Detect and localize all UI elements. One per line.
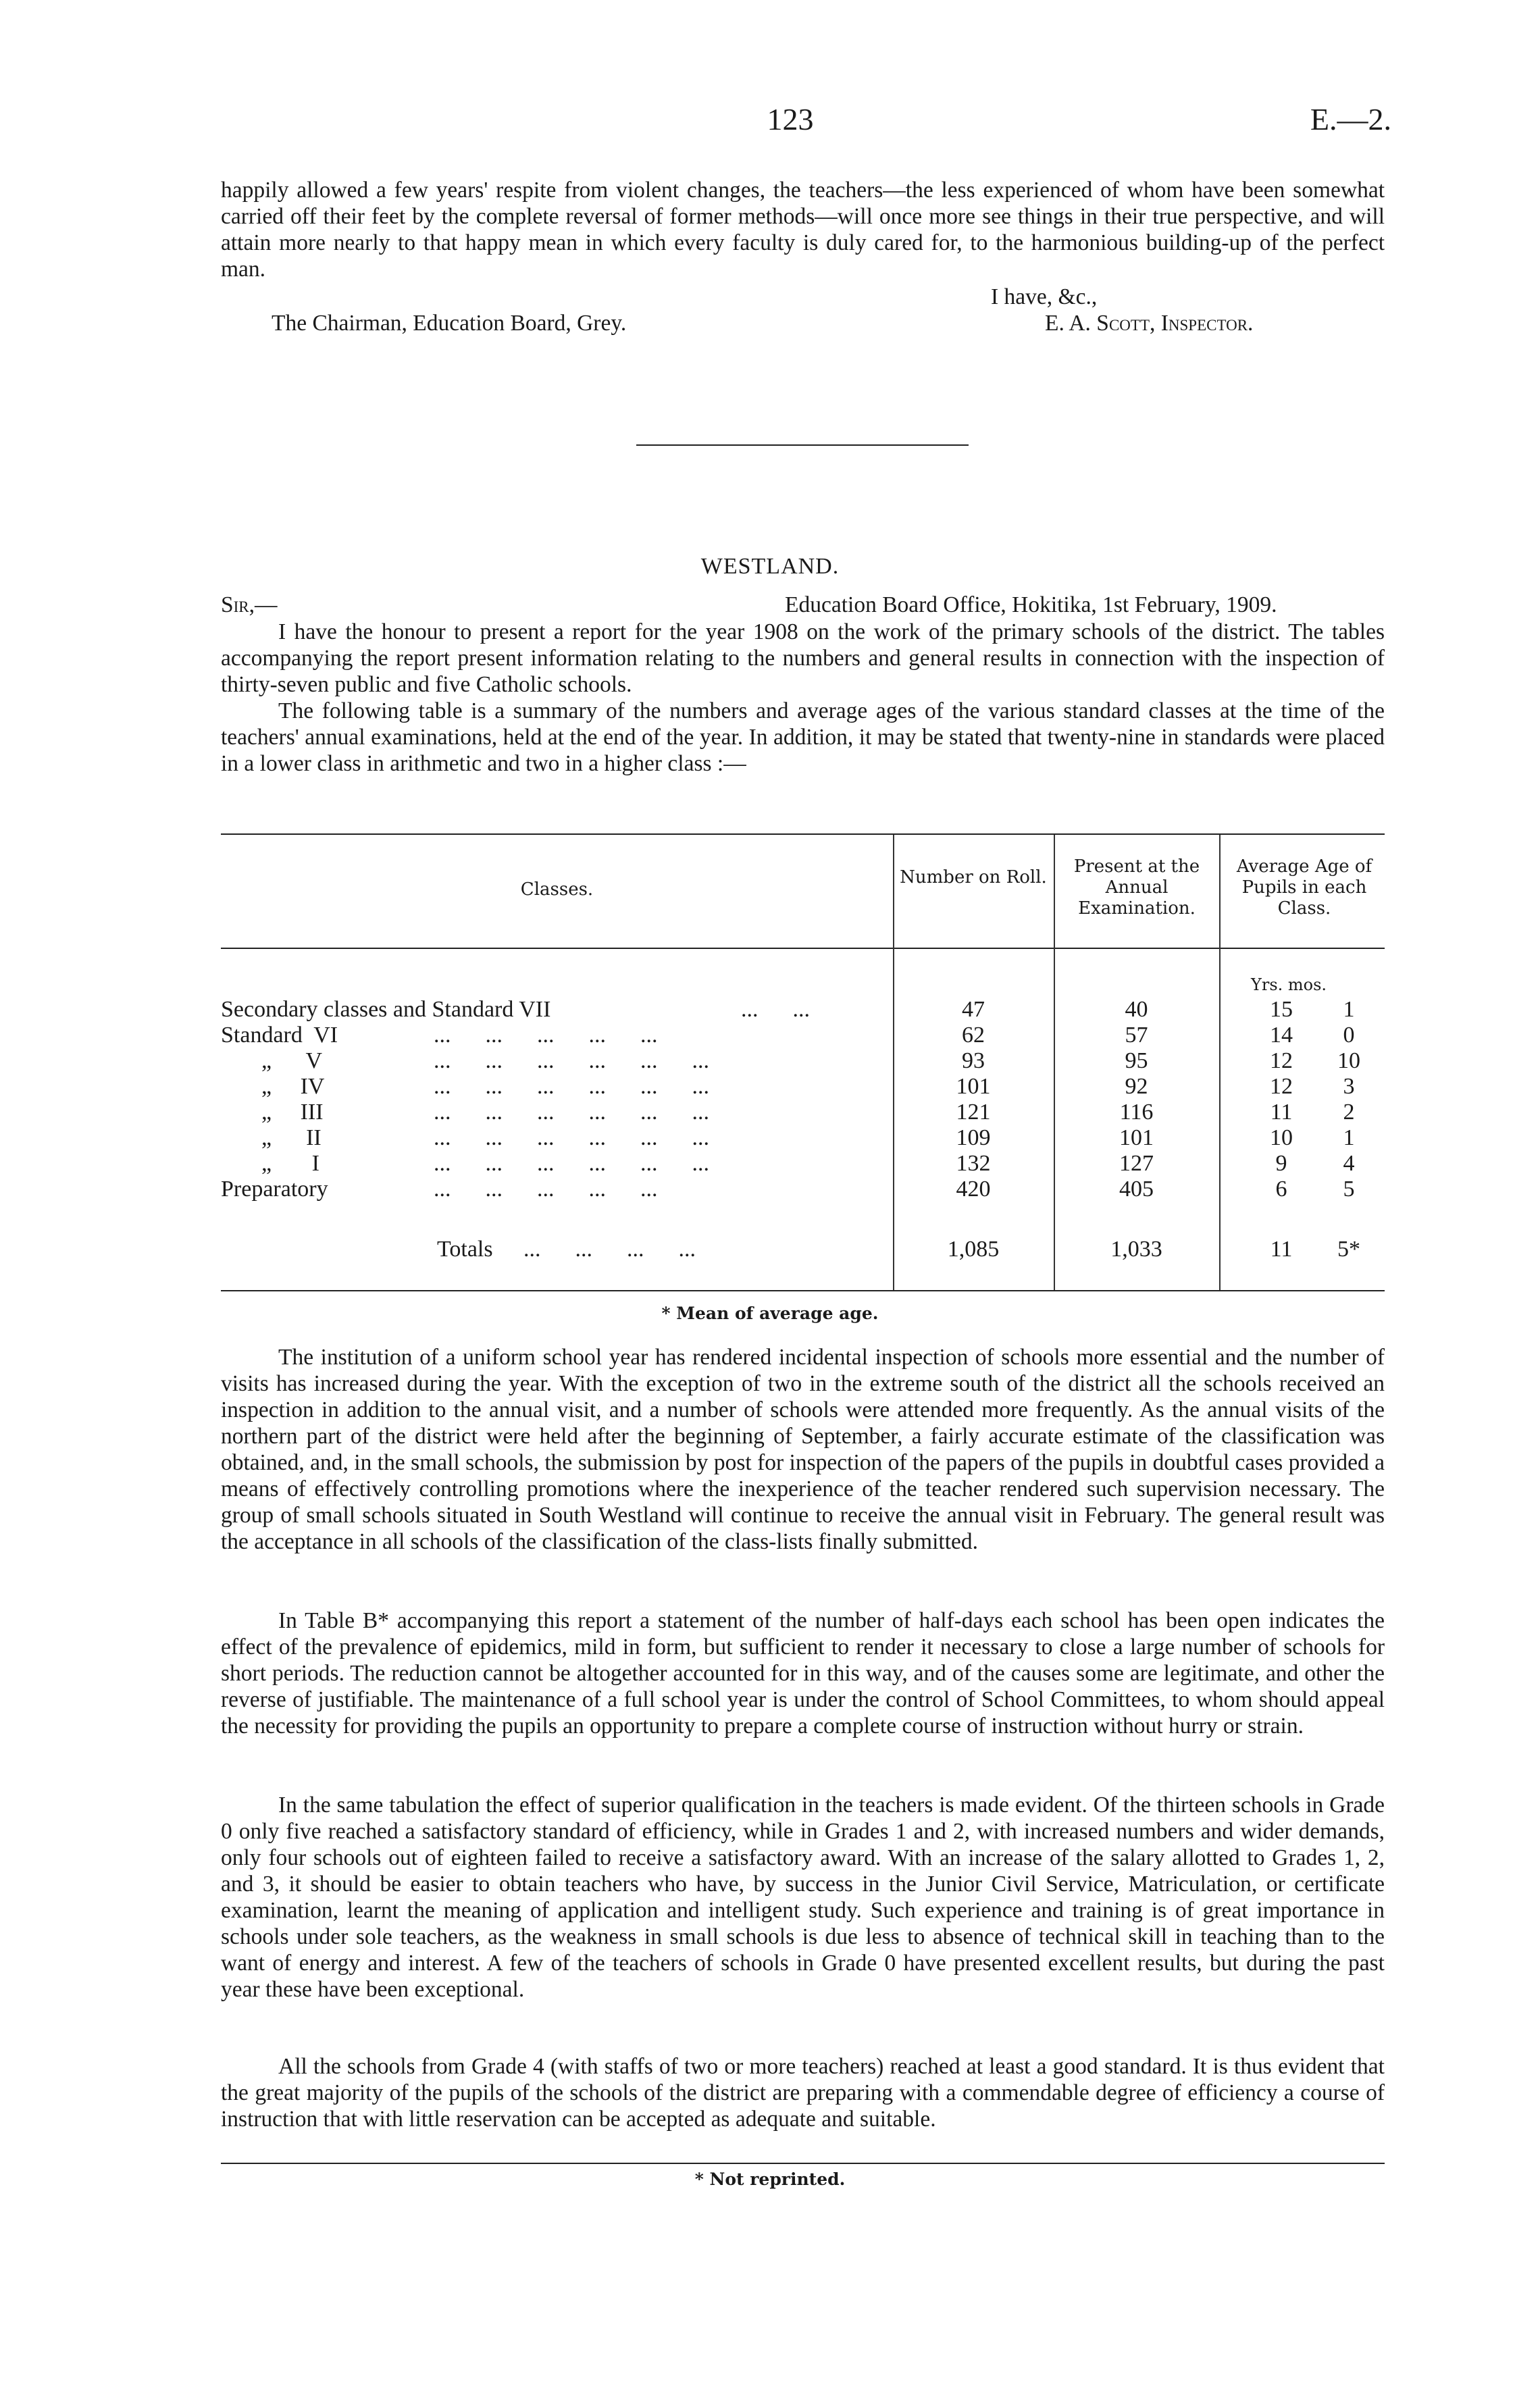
page-number: 123 [767, 102, 814, 136]
row-years: 11 [1270, 1100, 1293, 1125]
row-roll: 109 [956, 1125, 991, 1150]
totals-roll: 1,085 [947, 1237, 1000, 1262]
totals-present: 1,033 [1110, 1237, 1162, 1262]
row-roll: 93 [962, 1048, 985, 1073]
row-months: 5 [1343, 1177, 1355, 1202]
row-years: 15 [1270, 997, 1293, 1022]
row-roll: 62 [962, 1023, 985, 1048]
intro-paragraph: I have the honour to present a report for the year 1908 on the work of the primary schools of the district. The tables accompanying the report present information relating to the numbers and general results in connection with the inspection of thirty-seven public and five Catholic schools. [221, 619, 1385, 697]
section-title: WESTLAND. [700, 554, 840, 579]
row-roll: 47 [962, 997, 985, 1022]
row-label: Secondary classes and Standard VII [221, 997, 551, 1022]
row-label: „ V [261, 1048, 323, 1073]
row-years: 9 [1275, 1151, 1287, 1176]
age-units-label: Yrs. mos. [1251, 975, 1327, 994]
column-header-age: Average Age of Pupils in each Class. [1236, 856, 1372, 919]
row-present: 127 [1119, 1151, 1154, 1176]
row-label: „ II [261, 1125, 322, 1150]
footnote-rule [221, 2163, 1385, 2164]
grey-closing-paragraph: happily allowed a few years' respite from violent changes, the teachers—the less experienced of whom have been somewhat carried off their feet by the complete reversal of former methods—will once more see things in their true perspective, and will attain more nearly to that happy mean in which every faculty is duly cared for, to the harmonious building-up of the perfect man. [221, 178, 1385, 282]
column-header-present: Present at the Annual Examination. [1073, 856, 1200, 919]
row-leader-dots: ... ... ... ... ... [434, 1177, 658, 1202]
row-present: 405 [1119, 1177, 1154, 1202]
row-months: 2 [1343, 1100, 1355, 1125]
row-months: 10 [1337, 1048, 1360, 1073]
table-row [221, 1100, 1385, 1127]
row-label: Standard VI [221, 1023, 338, 1048]
row-present: 92 [1125, 1074, 1148, 1099]
row-leader-dots: ... ... ... ... ... ... [434, 1074, 709, 1099]
addressee: The Chairman, Education Board, Grey. [272, 311, 627, 336]
table-row [221, 1151, 1385, 1178]
totals-label: Totals [437, 1237, 493, 1262]
row-months: 0 [1343, 1023, 1355, 1048]
row-present: 101 [1119, 1125, 1154, 1150]
table-row [221, 1177, 1385, 1204]
inspector-signature: E. A. Scott, Inspector. [1045, 311, 1254, 336]
row-label: „ I [261, 1151, 319, 1176]
table-footnote: * Mean of average age. [661, 1304, 879, 1323]
totals-leader-dots: ... ... ... ... [523, 1237, 696, 1262]
row-leader-dots: ... ... ... ... ... ... [434, 1151, 709, 1176]
row-years: 10 [1270, 1125, 1293, 1150]
row-leader-dots: ... ... [741, 997, 810, 1022]
table-intro-paragraph: The following table is a summary of the numbers and average ages of the various standard classes at the time of the teachers' annual examinations, held at the end of the year. In addition, it may be stated that twenty-nine in standards were placed in a lower class in arithmetic and two in a higher class :— [221, 698, 1385, 776]
row-leader-dots: ... ... ... ... ... [434, 1023, 658, 1048]
row-leader-dots: ... ... ... ... ... ... [434, 1048, 709, 1073]
page-footnote: * Not reprinted. [694, 2169, 846, 2189]
row-months: 1 [1343, 1125, 1355, 1150]
row-present: 57 [1125, 1023, 1148, 1048]
table-header-rule [221, 948, 1385, 949]
table-row [221, 1074, 1385, 1101]
body-paragraph: In the same tabulation the effect of superior qualification in the teachers is made evident. Of the thirteen schools in Grade 0 only five reached a satisfactory standard of efficiency, while in Grades 1 and 2, with increased numbers and wider demands, only four schools out of eighteen failed to receive a satisfactory award. With an increase of the salary allotted to Grades 1, 2, and 3, it should be easier to obtain teachers who have, by success in the Junior Civil Service, Matriculation, or certificate examination, learnt the meaning of application and intelligent study. Such experience and training is of great importance in schools under sole teachers, as the weakness in small schools is due less to absence of technical skill in teaching than to the want of energy and interest. A few of the teachers of schools in Grade 0 have presented excellent results, but during the past year these have been exceptional. [221, 1793, 1385, 2002]
row-label: „ IV [261, 1074, 325, 1099]
row-months: 4 [1343, 1151, 1355, 1176]
row-years: 14 [1270, 1023, 1293, 1048]
row-present: 40 [1125, 997, 1148, 1022]
row-months: 1 [1343, 997, 1355, 1022]
body-paragraph: All the schools from Grade 4 (with staffs of two or more teachers) reached at least a good standard. It is thus evident that the great majority of the pupils of the schools of the district are preparing with a commendable degree of efficiency a course of instruction that with little reservation can be accepted as adequate and suitable. [221, 2054, 1385, 2132]
row-years: 6 [1275, 1177, 1287, 1202]
row-months: 3 [1343, 1074, 1355, 1099]
row-present: 95 [1125, 1048, 1148, 1073]
row-label: Preparatory [221, 1177, 328, 1202]
row-roll: 420 [956, 1177, 991, 1202]
totals-months: 5* [1337, 1237, 1360, 1262]
totals-years: 11 [1270, 1237, 1293, 1262]
row-roll: 132 [956, 1151, 991, 1176]
table-bottom-rule [221, 1290, 1385, 1291]
table-row [221, 1125, 1385, 1152]
closing-phrase: I have, &c., [991, 284, 1098, 309]
body-paragraph: The institution of a uniform school year has rendered incidental inspection of schools more essential and the number of visits has increased during the year. With the exception of two in the extreme south of the district all the schools received an inspection in addition to the annual visit, and a number of schools were attended more frequently. As the annual visits of the northern part of the district were held after the beginning of September, a fairly accurate estimate of the classification was obtained, and, in the small schools, the submission by post for inspection of the papers of the pupils in doubtful cases provided a means of effectively controlling promotions where the inexperience of the teacher rendered such supervision necessary. The group of small schools situated in South Westland will continue to receive the annual visit in February. The general result was the acceptance in all schools of the classification of the class-lists finally submitted. [221, 1345, 1385, 1554]
table-totals-row [221, 1237, 1385, 1264]
row-leader-dots: ... ... ... ... ... ... [434, 1125, 709, 1150]
row-present: 116 [1119, 1100, 1154, 1125]
row-roll: 101 [956, 1074, 991, 1099]
document-reference: E.—2. [1310, 102, 1391, 136]
table-row [221, 1023, 1385, 1050]
body-paragraph: In Table B* accompanying this report a statement of the number of half-days each school has been open indicates the effect of the prevalence of epidemics, mild in form, but sufficient to render it necessary to close a large number of schools for short periods. The reduction cannot be altogether accounted for in this way, and of the causes some are legitimate, and other the reverse of justifiable. The maintenance of a full school year is under the control of School Committees, to whom should appeal the necessity for providing the pupils an opportunity to prepare a complete course of instruction without hurry or strain. [221, 1608, 1385, 1739]
table-row [221, 1048, 1385, 1075]
table-top-rule [221, 833, 1385, 835]
row-leader-dots: ... ... ... ... ... ... [434, 1100, 709, 1125]
column-header-roll: Number on Roll. [900, 867, 1047, 887]
row-roll: 121 [956, 1100, 991, 1125]
column-header-classes: Classes. [520, 879, 594, 900]
section-divider [636, 444, 969, 446]
row-years: 12 [1270, 1074, 1293, 1099]
row-label: „ III [261, 1100, 324, 1125]
table-row [221, 997, 1385, 1024]
row-years: 12 [1270, 1048, 1293, 1073]
salutation: Sir,— [221, 592, 278, 617]
dateline: Education Board Office, Hokitika, 1st February, 1909. [785, 592, 1277, 617]
